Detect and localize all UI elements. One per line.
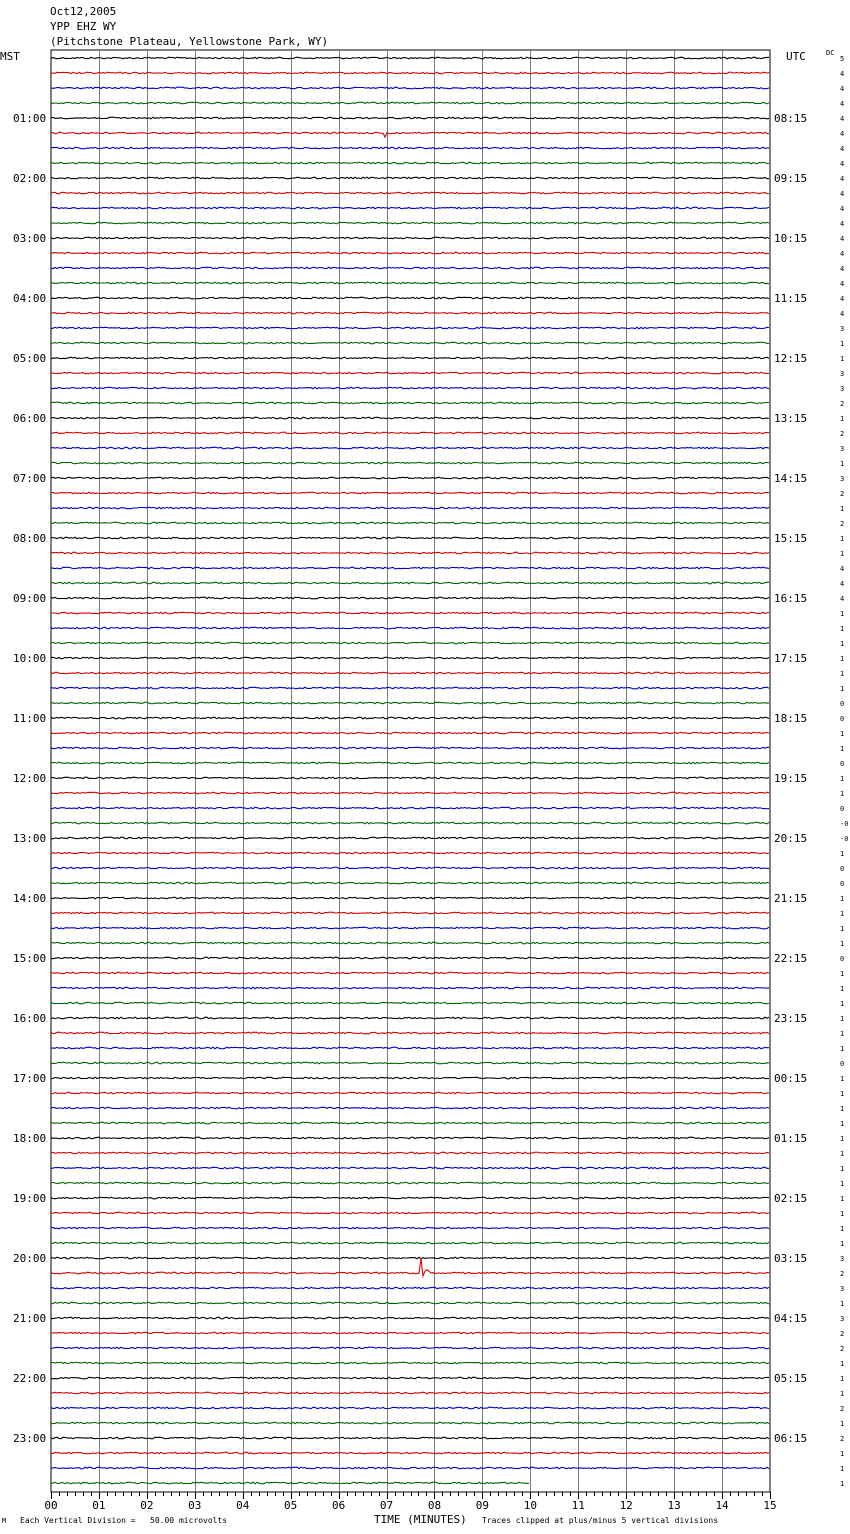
trace-line [51, 1422, 769, 1424]
dc-offset-value: 1 [840, 355, 845, 363]
dc-offset-value: 2 [840, 1405, 845, 1413]
dc-offset-value: 1 [840, 1015, 845, 1023]
dc-offset-value: 1 [840, 1150, 845, 1158]
x-tick-label: 01 [92, 1499, 106, 1512]
x-tick-label: 15 [763, 1499, 777, 1512]
dc-offset-value: 4 [840, 160, 845, 168]
trace-line [51, 867, 769, 869]
trace-line [51, 762, 769, 764]
trace-line [51, 132, 769, 137]
utc-time-label: 16:15 [774, 592, 808, 605]
trace-line [51, 1137, 769, 1139]
x-tick-label: 02 [140, 1499, 154, 1512]
trace-line [51, 1182, 769, 1184]
dc-offset-value: 1 [840, 1030, 845, 1038]
x-tick-label: 04 [236, 1499, 250, 1512]
utc-time-label: 05:15 [774, 1372, 808, 1385]
mst-time-label: 17:00 [13, 1072, 47, 1085]
trace-line [51, 627, 769, 629]
dc-offset-value: 1 [840, 535, 845, 543]
dc-offset-value: 3 [840, 475, 845, 483]
dc-offset-value: 1 [840, 775, 845, 783]
utc-time-label: 08:15 [774, 112, 808, 125]
trace-line [51, 1377, 769, 1379]
trace-line [51, 192, 769, 194]
station-location: (Pitchstone Plateau, Yellowstone Park, WY) [50, 35, 329, 48]
dc-offset-value: 1 [840, 415, 845, 423]
trace-line [51, 1407, 769, 1409]
trace-line [51, 1467, 769, 1469]
x-tick-label: 08 [427, 1499, 442, 1512]
utc-time-label: 00:15 [774, 1072, 808, 1085]
trace-line [51, 177, 769, 179]
dc-offset-value: 4 [840, 250, 845, 258]
trace-line [51, 1047, 769, 1049]
mst-time-label: 13:00 [13, 832, 47, 845]
x-tick-label: 06 [331, 1499, 346, 1512]
trace-line [51, 1332, 769, 1334]
dc-offset-value: -0 [840, 835, 849, 843]
footer-mark: M [2, 1517, 7, 1525]
utc-time-label: 17:15 [774, 652, 808, 665]
mst-time-label: 06:00 [13, 412, 47, 425]
dc-offset-value: 1 [840, 1180, 845, 1188]
trace-line [51, 537, 769, 539]
scale-note: Each Vertical Division = 50.00 microvolts [20, 1516, 228, 1525]
trace-line [51, 447, 769, 449]
dc-offset-value: 3 [840, 445, 845, 453]
dc-offset-value: 1 [840, 850, 845, 858]
utc-time-label: 11:15 [774, 292, 808, 305]
trace-line [51, 282, 769, 284]
trace-line [51, 162, 769, 164]
trace-line [51, 687, 769, 689]
x-tick-label: 14 [715, 1499, 729, 1512]
dc-offset-value: 1 [840, 670, 845, 678]
mst-time-label: 12:00 [13, 772, 47, 785]
trace-line [51, 237, 769, 239]
dc-offset-value: 1 [840, 1135, 845, 1143]
trace-line [51, 267, 769, 269]
dc-offset-value: 1 [840, 895, 845, 903]
mst-time-label: 16:00 [13, 1012, 47, 1025]
dc-offset-value: 1 [840, 460, 845, 468]
dc-offset-value: 4 [840, 310, 845, 318]
dc-offset-value: 4 [840, 175, 845, 183]
dc-offset-value: 1 [840, 1480, 845, 1488]
dc-offset-value: 1 [840, 550, 845, 558]
dc-offset-value: 3 [840, 325, 845, 333]
dc-offset-value: 1 [840, 505, 845, 513]
mst-time-label: 11:00 [13, 712, 47, 725]
clip-note: Traces clipped at plus/minus 5 vertical divisions [482, 1516, 719, 1525]
dc-offset-value: 0 [840, 715, 845, 723]
mst-time-label: 03:00 [13, 232, 47, 245]
trace-line [51, 507, 769, 509]
trace-line [51, 1482, 529, 1484]
dc-offset-value: 1 [840, 1390, 845, 1398]
dc-offset-value: 1 [840, 1240, 845, 1248]
dc-offset-value: 4 [840, 280, 845, 288]
dc-offset-value: 1 [840, 640, 845, 648]
dc-offset-value: 2 [840, 1270, 845, 1278]
trace-line [51, 252, 769, 254]
dc-offset-value: 1 [840, 655, 845, 663]
trace-line [51, 1212, 769, 1214]
trace-group [51, 57, 769, 1484]
trace-line [51, 327, 769, 329]
dc-offset-value: 1 [840, 1075, 845, 1083]
trace-line [51, 1002, 769, 1004]
trace-line [51, 987, 769, 989]
trace-line [51, 1227, 769, 1229]
dc-offset-value: 4 [840, 190, 845, 198]
mst-time-label: 02:00 [13, 172, 47, 185]
mst-time-label: 23:00 [13, 1432, 47, 1445]
mst-time-label: 09:00 [13, 592, 47, 605]
trace-line [51, 432, 769, 434]
trace-line [51, 792, 769, 794]
dc-offset-value: 2 [840, 400, 845, 408]
utc-time-label: 01:15 [774, 1132, 808, 1145]
trace-line [51, 117, 769, 119]
dc-offset-value: 1 [840, 1450, 845, 1458]
trace-line [51, 1152, 769, 1154]
trace-line [51, 972, 769, 974]
dc-offset-value: 4 [840, 70, 845, 78]
mst-time-label: 18:00 [13, 1132, 47, 1145]
dc-offset-value: 1 [840, 790, 845, 798]
trace-line [51, 477, 769, 479]
dc-offset-value: 4 [840, 205, 845, 213]
dc-offset-value: 2 [840, 520, 845, 528]
x-tick-label: 07 [379, 1499, 394, 1512]
utc-time-label: 22:15 [774, 952, 808, 965]
dc-offset-value: 1 [840, 745, 845, 753]
dc-offset-value: 1 [840, 1105, 845, 1113]
trace-line [51, 1302, 769, 1304]
dc-offset-value: -0 [840, 820, 849, 828]
dc-offset-value: 2 [840, 1435, 845, 1443]
dc-offset-value: 1 [840, 910, 845, 918]
dc-offset-value: 4 [840, 580, 845, 588]
trace-line [51, 462, 769, 464]
utc-time-label: 19:15 [774, 772, 808, 785]
mst-time-label: 20:00 [13, 1252, 47, 1265]
dc-offset-value: 1 [840, 1360, 845, 1368]
dc-offset-value: 1 [840, 1300, 845, 1308]
dc-offset-value: 1 [840, 1120, 845, 1128]
mst-time-label: 07:00 [13, 472, 47, 485]
trace-line [51, 597, 769, 599]
trace-line [51, 87, 769, 89]
trace-line [51, 1287, 769, 1289]
dc-offset-value: 4 [840, 235, 845, 243]
dc-offset-value: 3 [840, 370, 845, 378]
trace-line [51, 1062, 769, 1064]
dc-offset-value: 5 [840, 55, 845, 63]
trace-line [51, 492, 769, 494]
utc-time-label: 23:15 [774, 1012, 808, 1025]
mst-time-label: 04:00 [13, 292, 47, 305]
trace-line [51, 702, 769, 704]
dc-offset-value: 4 [840, 85, 845, 93]
trace-line [51, 1257, 769, 1259]
dc-offset-value: 1 [840, 1210, 845, 1218]
trace-line [51, 1077, 769, 1079]
dc-offset-value: 4 [840, 145, 845, 153]
dc-offset-value: 0 [840, 760, 845, 768]
dc-offset-value: 3 [840, 1315, 845, 1323]
trace-line [51, 357, 769, 359]
x-axis-label: TIME (MINUTES) [374, 1513, 467, 1526]
dc-offset-value: 2 [840, 490, 845, 498]
trace-line [51, 522, 769, 524]
trace-line [51, 942, 769, 944]
utc-time-label: 12:15 [774, 352, 808, 365]
dc-offset-value: 1 [840, 985, 845, 993]
utc-time-label: 20:15 [774, 832, 808, 845]
dc-offset-value: 1 [840, 1000, 845, 1008]
trace-line [51, 342, 769, 344]
trace-line [51, 1107, 769, 1109]
mst-time-label: 19:00 [13, 1192, 47, 1205]
utc-time-label: 14:15 [774, 472, 808, 485]
dc-offset-value: 1 [840, 1375, 845, 1383]
trace-line [51, 1242, 769, 1244]
dc-offset-value: 4 [840, 220, 845, 228]
dc-offset-value: 1 [840, 730, 845, 738]
trace-line [51, 927, 769, 929]
trace-line [51, 1437, 769, 1439]
dc-offset-value: 1 [840, 940, 845, 948]
dc-offset-value: 4 [840, 115, 845, 123]
dc-offset-value: 1 [840, 1165, 845, 1173]
trace-line [51, 642, 769, 644]
dc-offset-value: 0 [840, 805, 845, 813]
dc-offset-value: 4 [840, 595, 845, 603]
trace-line [51, 1122, 769, 1124]
trace-line [51, 1092, 769, 1094]
trace-line [51, 207, 769, 209]
dc-offset-value: 1 [840, 1090, 845, 1098]
utc-time-label: 15:15 [774, 532, 808, 545]
utc-time-label: 10:15 [774, 232, 808, 245]
trace-line [51, 1167, 769, 1169]
trace-line [51, 1452, 769, 1454]
dc-offset-value: 0 [840, 1060, 845, 1068]
utc-time-label: 06:15 [774, 1432, 808, 1445]
dc-offset-value: 4 [840, 295, 845, 303]
trace-line [51, 807, 769, 809]
x-tick-label: 09 [475, 1499, 490, 1512]
mst-time-label: 05:00 [13, 352, 47, 365]
dc-offset-value: 1 [840, 1045, 845, 1053]
trace-line [51, 957, 769, 959]
utc-time-label: 02:15 [774, 1192, 808, 1205]
trace-line [51, 57, 769, 59]
utc-time-label: 21:15 [774, 892, 808, 905]
trace-line [51, 1362, 769, 1364]
trace-line [51, 1032, 769, 1034]
trace-line [51, 147, 769, 149]
trace-line [51, 582, 769, 584]
utc-time-label: 03:15 [774, 1252, 808, 1265]
dc-offset-value: 2 [840, 1330, 845, 1338]
mst-time-label: 10:00 [13, 652, 47, 665]
x-tick-label: 12 [619, 1499, 633, 1512]
x-tick-label: 13 [667, 1499, 681, 1512]
trace-line [51, 552, 769, 554]
station-code: YPP EHZ WY [50, 20, 117, 33]
trace-line [51, 882, 769, 884]
dc-offset-value: 3 [840, 1255, 845, 1263]
plot-frame [51, 50, 770, 1492]
trace-line [51, 1197, 769, 1199]
dc-offset-value: 0 [840, 955, 845, 963]
trace-line [51, 567, 769, 569]
mst-time-label: 22:00 [13, 1372, 47, 1385]
dc-offset-value: 1 [840, 340, 845, 348]
dc-offset-value: 3 [840, 1285, 845, 1293]
mst-time-label: 21:00 [13, 1312, 47, 1325]
trace-line [51, 1317, 769, 1319]
right-timezone-label: UTC [786, 50, 806, 63]
trace-line [51, 657, 769, 659]
mst-time-label: 08:00 [13, 532, 47, 545]
trace-line [51, 1258, 769, 1276]
trace-line [51, 297, 769, 299]
trace-line [51, 72, 769, 74]
trace-line [51, 747, 769, 749]
dc-offset-value: 1 [840, 970, 845, 978]
trace-line [51, 777, 769, 779]
dc-offset-value: 4 [840, 100, 845, 108]
dc-offset-value: 1 [840, 1195, 845, 1203]
mst-time-label: 01:00 [13, 112, 47, 125]
dc-offset-value: 2 [840, 430, 845, 438]
trace-line [51, 387, 769, 389]
trace-line [51, 417, 769, 419]
trace-line [51, 672, 769, 674]
trace-line [51, 1392, 769, 1394]
trace-line [51, 312, 769, 314]
dc-offset-value: 1 [840, 625, 845, 633]
dc-offset-header: DC [826, 49, 835, 57]
trace-line [51, 222, 769, 224]
trace-line [51, 1017, 769, 1019]
dc-offset-value: 2 [840, 1345, 845, 1353]
trace-line [51, 852, 769, 854]
dc-offset-value: 4 [840, 265, 845, 273]
dc-offset-value: 3 [840, 385, 845, 393]
dc-offset-value: 0 [840, 700, 845, 708]
x-tick-label: 03 [188, 1499, 202, 1512]
dc-offset-value: 1 [840, 610, 845, 618]
left-timezone-label: MST [0, 50, 20, 63]
dc-offset-value: 0 [840, 865, 845, 873]
dc-offset-value: 4 [840, 565, 845, 573]
trace-line [51, 717, 769, 719]
utc-time-label: 09:15 [774, 172, 808, 185]
trace-line [51, 612, 769, 614]
x-tick-label: 10 [523, 1499, 537, 1512]
trace-line [51, 837, 769, 839]
dc-offset-value: 1 [840, 1420, 845, 1428]
utc-time-label: 04:15 [774, 1312, 808, 1325]
x-tick-label: 00 [44, 1499, 58, 1512]
dc-offset-value: 1 [840, 685, 845, 693]
x-tick-label: 11 [571, 1499, 585, 1512]
mst-time-label: 15:00 [13, 952, 47, 965]
trace-line [51, 402, 769, 404]
dc-offset-value: 0 [840, 880, 845, 888]
trace-line [51, 732, 769, 734]
utc-time-label: 18:15 [774, 712, 808, 725]
trace-line [51, 372, 769, 374]
dc-offset-value: 1 [840, 925, 845, 933]
trace-line [51, 897, 769, 899]
mst-time-label: 14:00 [13, 892, 47, 905]
dc-offset-value: 1 [840, 1465, 845, 1473]
utc-time-label: 13:15 [774, 412, 808, 425]
trace-line [51, 912, 769, 914]
dc-offset-value: 4 [840, 130, 845, 138]
trace-line [51, 1347, 769, 1349]
x-tick-label: 05 [284, 1499, 298, 1512]
dc-offset-value: 1 [840, 1225, 845, 1233]
trace-line [51, 822, 769, 824]
trace-line [51, 102, 769, 104]
record-date: Oct12,2005 [50, 5, 117, 18]
